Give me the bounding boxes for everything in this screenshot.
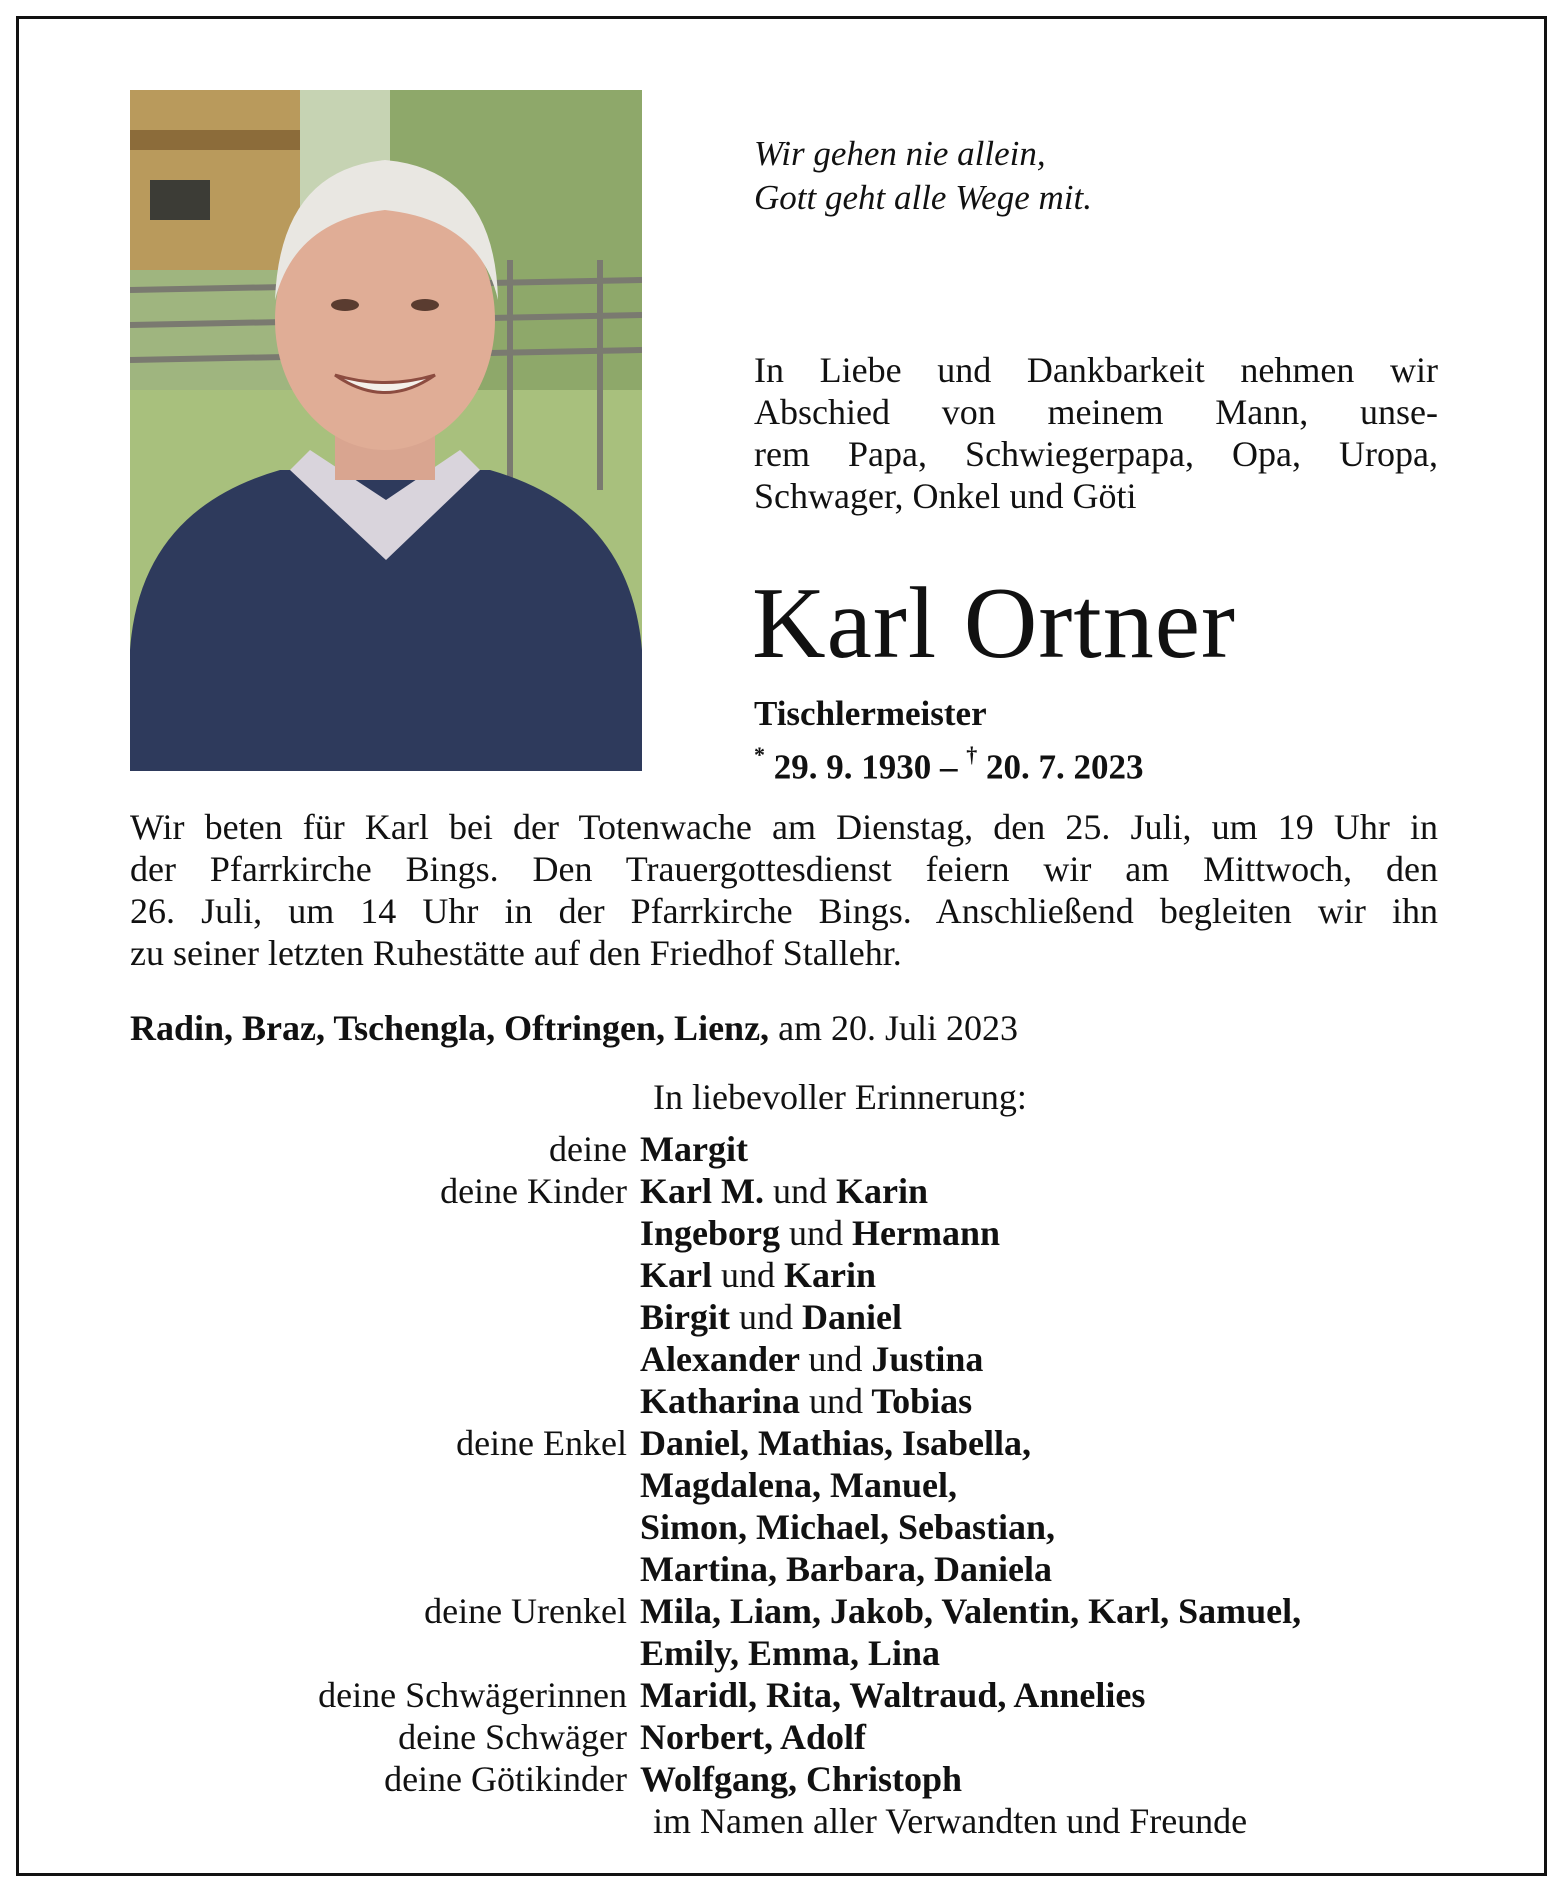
family-names: Norbert, Adolf bbox=[640, 1717, 866, 1757]
family-row bbox=[130, 1548, 1450, 1590]
family-row bbox=[130, 1212, 1450, 1254]
family-row bbox=[130, 1464, 1450, 1506]
family-names: Emily, Emma, Lina bbox=[640, 1633, 941, 1673]
family-names: Alexander und Justina bbox=[640, 1339, 984, 1379]
family-row bbox=[130, 1506, 1450, 1548]
intro-line-4: Schwager, Onkel und Göti bbox=[754, 476, 1137, 516]
birth-date: 29. 9. 1930 bbox=[773, 747, 932, 787]
family-row bbox=[130, 1422, 1450, 1464]
death-date: 20. 7. 2023 bbox=[986, 747, 1144, 787]
family-names: Magdalena, Manuel, bbox=[640, 1465, 958, 1505]
death-symbol: † bbox=[966, 742, 978, 767]
deceased-profession: Tischlermeister bbox=[754, 694, 987, 733]
family-row bbox=[130, 1170, 1450, 1212]
intro-line-3: rem Papa, Schwiegerpapa, Opa, Uropa, bbox=[754, 434, 1438, 474]
service-line-3: 26. Juli, um 14 Uhr in der Pfarrkirche Bings. Anschließend begleiten wir ihn bbox=[130, 891, 1438, 931]
intro-line-2: Abschied von meinem Mann, unse- bbox=[754, 392, 1438, 432]
quote-line-2: Gott geht alle Wege mit. bbox=[754, 178, 1092, 217]
family-row bbox=[130, 1338, 1450, 1380]
date-dash: – bbox=[940, 747, 958, 787]
portrait-photo bbox=[130, 90, 642, 771]
family-names: Daniel, Mathias, Isabella, bbox=[640, 1423, 1032, 1463]
service-line-1: Wir beten für Karl bei der Totenwache am Dienstag, den 25. Juli, um 19 Uhr in bbox=[130, 807, 1438, 847]
family-row bbox=[130, 1674, 1450, 1716]
relation-label: deine Schwäger bbox=[398, 1717, 627, 1757]
service-line-2: der Pfarrkirche Bings. Den Trauergottesdienst feiern wir am Mittwoch, den bbox=[130, 849, 1438, 889]
family-names: Mila, Liam, Jakob, Valentin, Karl, Samuel, bbox=[640, 1591, 1302, 1631]
quote-line-1: Wir gehen nie allein, bbox=[754, 134, 1046, 173]
family-row bbox=[130, 1254, 1450, 1296]
family-row bbox=[130, 1716, 1450, 1758]
service-line-4: zu seiner letzten Ruhestätte auf den Friedhof Stallehr. bbox=[130, 933, 902, 973]
relation-label: deine Enkel bbox=[456, 1423, 627, 1463]
family-names: Ingeborg und Hermann bbox=[640, 1213, 1001, 1253]
place-locations: Radin, Braz, Tschengla, Oftringen, Lienz, bbox=[130, 1008, 770, 1048]
family-row bbox=[130, 1296, 1450, 1338]
family-row bbox=[130, 1758, 1450, 1800]
deceased-name: Karl Ortner bbox=[752, 567, 1236, 680]
family-names: Karl M. und Karin bbox=[640, 1171, 928, 1211]
relation-label: deine Schwägerinnen bbox=[318, 1675, 627, 1715]
family-names: Katharina und Tobias bbox=[640, 1381, 973, 1421]
place-date-text: am 20. Juli 2023 bbox=[778, 1008, 1019, 1048]
family-names: Birgit und Daniel bbox=[640, 1297, 902, 1337]
relation-label: deine Götikinder bbox=[384, 1759, 627, 1799]
birth-symbol: * bbox=[754, 742, 765, 767]
life-dates bbox=[754, 738, 1144, 789]
family-row bbox=[130, 1590, 1450, 1632]
closing-line: im Namen aller Verwandten und Freunde bbox=[653, 1801, 1248, 1841]
family-names: Karl und Karin bbox=[640, 1255, 876, 1295]
family-names: Simon, Michael, Sebastian, bbox=[640, 1507, 1056, 1547]
family-row bbox=[130, 1632, 1450, 1674]
intro-line-1: In Liebe und Dankbarkeit nehmen wir bbox=[754, 350, 1438, 390]
memory-heading: In liebevoller Erinnerung: bbox=[653, 1077, 1027, 1117]
family-names: Margit bbox=[640, 1129, 748, 1169]
family-names: Martina, Barbara, Daniela bbox=[640, 1549, 1052, 1589]
family-row bbox=[130, 1380, 1450, 1422]
family-list bbox=[130, 1128, 1450, 1842]
intro-text bbox=[754, 349, 1438, 517]
family-row bbox=[130, 1128, 1450, 1170]
relation-label: deine Urenkel bbox=[424, 1591, 627, 1631]
family-names: Wolfgang, Christoph bbox=[640, 1759, 963, 1799]
relation-label: deine Kinder bbox=[440, 1171, 627, 1211]
relation-label: deine bbox=[549, 1129, 627, 1169]
family-names: Maridl, Rita, Waltraud, Annelies bbox=[640, 1675, 1146, 1715]
quote bbox=[754, 132, 1092, 220]
service-text bbox=[130, 806, 1438, 974]
place-date bbox=[130, 1007, 1018, 1049]
